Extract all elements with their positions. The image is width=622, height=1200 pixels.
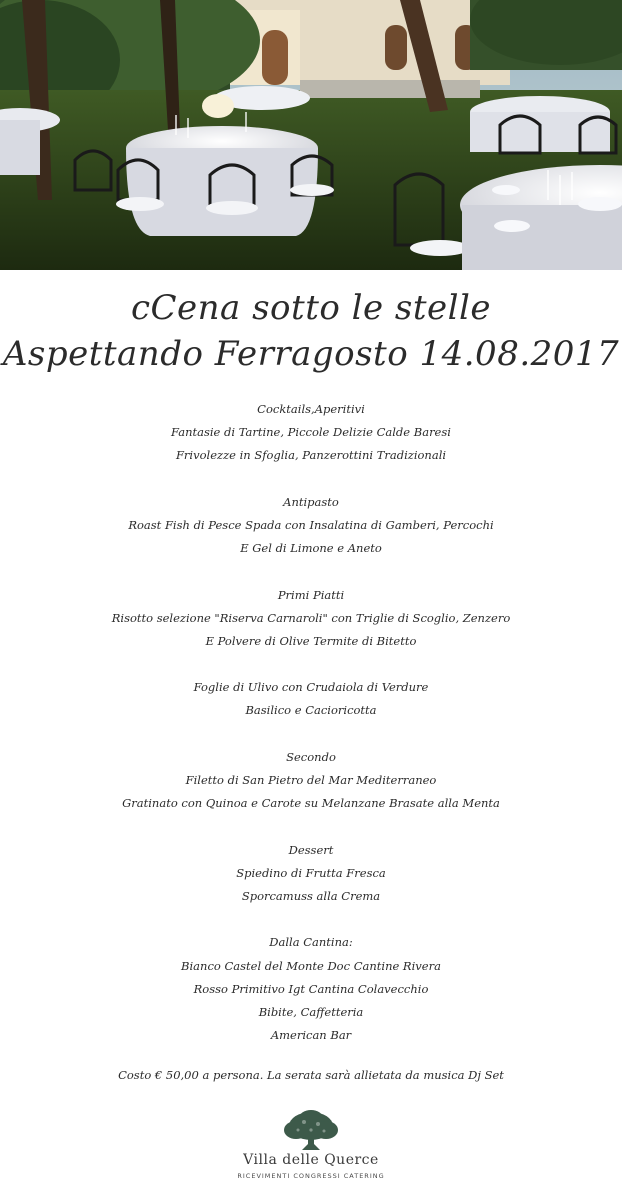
menu-section-dessert [0,839,622,909]
section-heading: Cocktails,Aperitivi [257,402,365,416]
event-subtitle-date: Aspettando Ferragosto 14.08.2017 [2,334,620,374]
menu-section-primi-2 [0,676,622,722]
hero-photo [0,0,622,270]
garden-dinner-scene [0,0,622,270]
section-heading: Primi Piatti [277,587,345,602]
menu-item: Frivolezze in Sfoglia, Panzerottini Tradizionali [175,448,447,463]
menu-item: Bibite, Caffetteria [258,1004,364,1019]
section-heading: Antipasto [283,494,339,509]
menu-section-cantina [0,931,622,1047]
price-note: Costo € 50,00 a persona. La serata sarà allietata da musica Dj Set [118,1068,504,1082]
section-heading: Dessert [288,842,334,857]
menu-item: Bianco Castel del Monte Doc Cantine Rivera [181,958,441,973]
menu-item: Basilico e Cacioricotta [245,703,377,718]
oak-tree-icon [236,1110,386,1154]
menu-item: Spiedino di Frutta Fresca [236,865,386,880]
event-title: cCena sotto le stelle [130,288,492,328]
menu-item: Sporcamuss alla Crema [241,888,381,903]
menu-section-antipasto [0,491,622,561]
section-heading: Secondo [286,749,336,764]
menu-list [0,398,622,1047]
section-heading: Dalla Cantina: [269,935,353,950]
menu-item: Risotto selezione "Riserva Carnaroli" con Triglie di Scoglio, Zenzero [111,610,511,625]
venue-logo [236,1110,386,1190]
menu-item: Filetto di San Pietro del Mar Mediterraneo [185,773,437,787]
menu-item: E Gel di Limone e Aneto [240,541,382,556]
menu-item: Roast Fish di Pesce Spada con Insalatina di Gamberi, Percochi [128,517,494,532]
menu-item: Fantasie di Tartine, Piccole Delizie Calde Baresi [171,425,451,440]
menu-section-cocktails [0,398,622,468]
venue-name: Villa delle Querce [243,1152,379,1168]
menu-item: Rosso Primitivo Igt Cantina Colavecchio [193,981,429,996]
menu-section-secondo [0,746,622,816]
menu-item: Foglie di Ulivo con Crudaiola di Verdure [193,680,429,695]
menu-item: American Bar [270,1028,352,1043]
menu-section-primi [0,584,622,654]
venue-services: RICEVIMENTI CONGRESSI CATERING [237,1172,385,1180]
menu-item: E Polvere di Olive Termite di Bitetto [205,633,417,648]
menu-item: Gratinato con Quinoa e Carote su Melanzane Brasate alla Menta [122,796,500,811]
